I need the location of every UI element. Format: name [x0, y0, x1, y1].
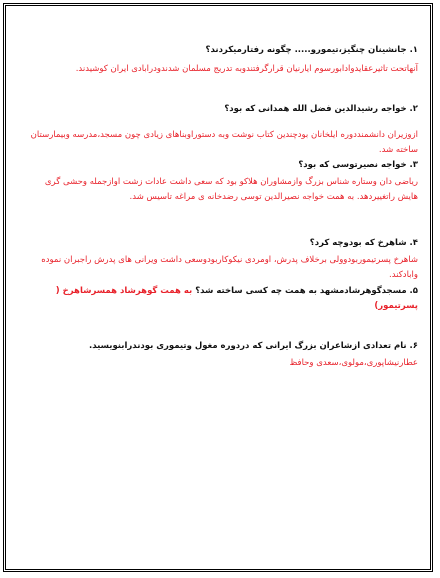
question-3: ۳. خواجه نصیرتوسی که بود؟: [298, 160, 418, 170]
question-5-text: ۵. مسجدگوهرشادمشهد به همت چه کسی ساخته شد؟: [195, 286, 418, 296]
answer-3: ریاضی دان وستاره شناس بزرگ وازمشاوران هلاکو بود که سعی داشت عادات زشت اوازجمله وحشی گری هایش راتغییردهد. به همت خواجه نصیرالدین توسی رضدخانه ی مراغه تاسیس شد.: [44, 177, 418, 202]
question-6: ۶. نام تعدادی ازشاعران بزرگ ایرانی که دردوره مغول وتیموری بودندرابنویسید.: [89, 341, 418, 351]
question-5: [22, 284, 418, 314]
answer-1: آنهاتحت تاثیرعقایدوادابورسوم ایارنیان قرارگرفتندوبه تدریج مسلمان شدندودرابادی ایران کوشیدند.: [75, 64, 418, 74]
answer-5: به همت گوهرشاد همسرشاهرخ ( پسرتیمور): [55, 286, 418, 311]
question-1: ۱. جانشینان چنگیز،تیمورو..... چگونه رفتارمیکردند؟: [205, 45, 418, 55]
answer-6: عطارنیشاپوری،مولوی،سعدی وحافظ: [289, 358, 418, 368]
answer-4: شاهرخ پسرتیموربودوولی برخلاف پدرش، اومردی نیکوکاربودوسعی داشت ویرانی های پدرش راجبران نموده واباد‌کند.: [41, 255, 418, 280]
question-4: ۴. شاهرخ که بودوچه کرد؟: [309, 238, 418, 248]
answer-2: ازوزیران دانشمنددوره ایلخانان بودچندین کتاب نوشت وبه دستوراوبناهای زیادی چون مسجد،مدرسه وبیمارستان ساخته شد.: [30, 130, 418, 155]
document-body: [22, 38, 418, 371]
question-2: ۲. خواجه رشیدالدین فضل الله همدانی که بود؟: [224, 104, 418, 114]
